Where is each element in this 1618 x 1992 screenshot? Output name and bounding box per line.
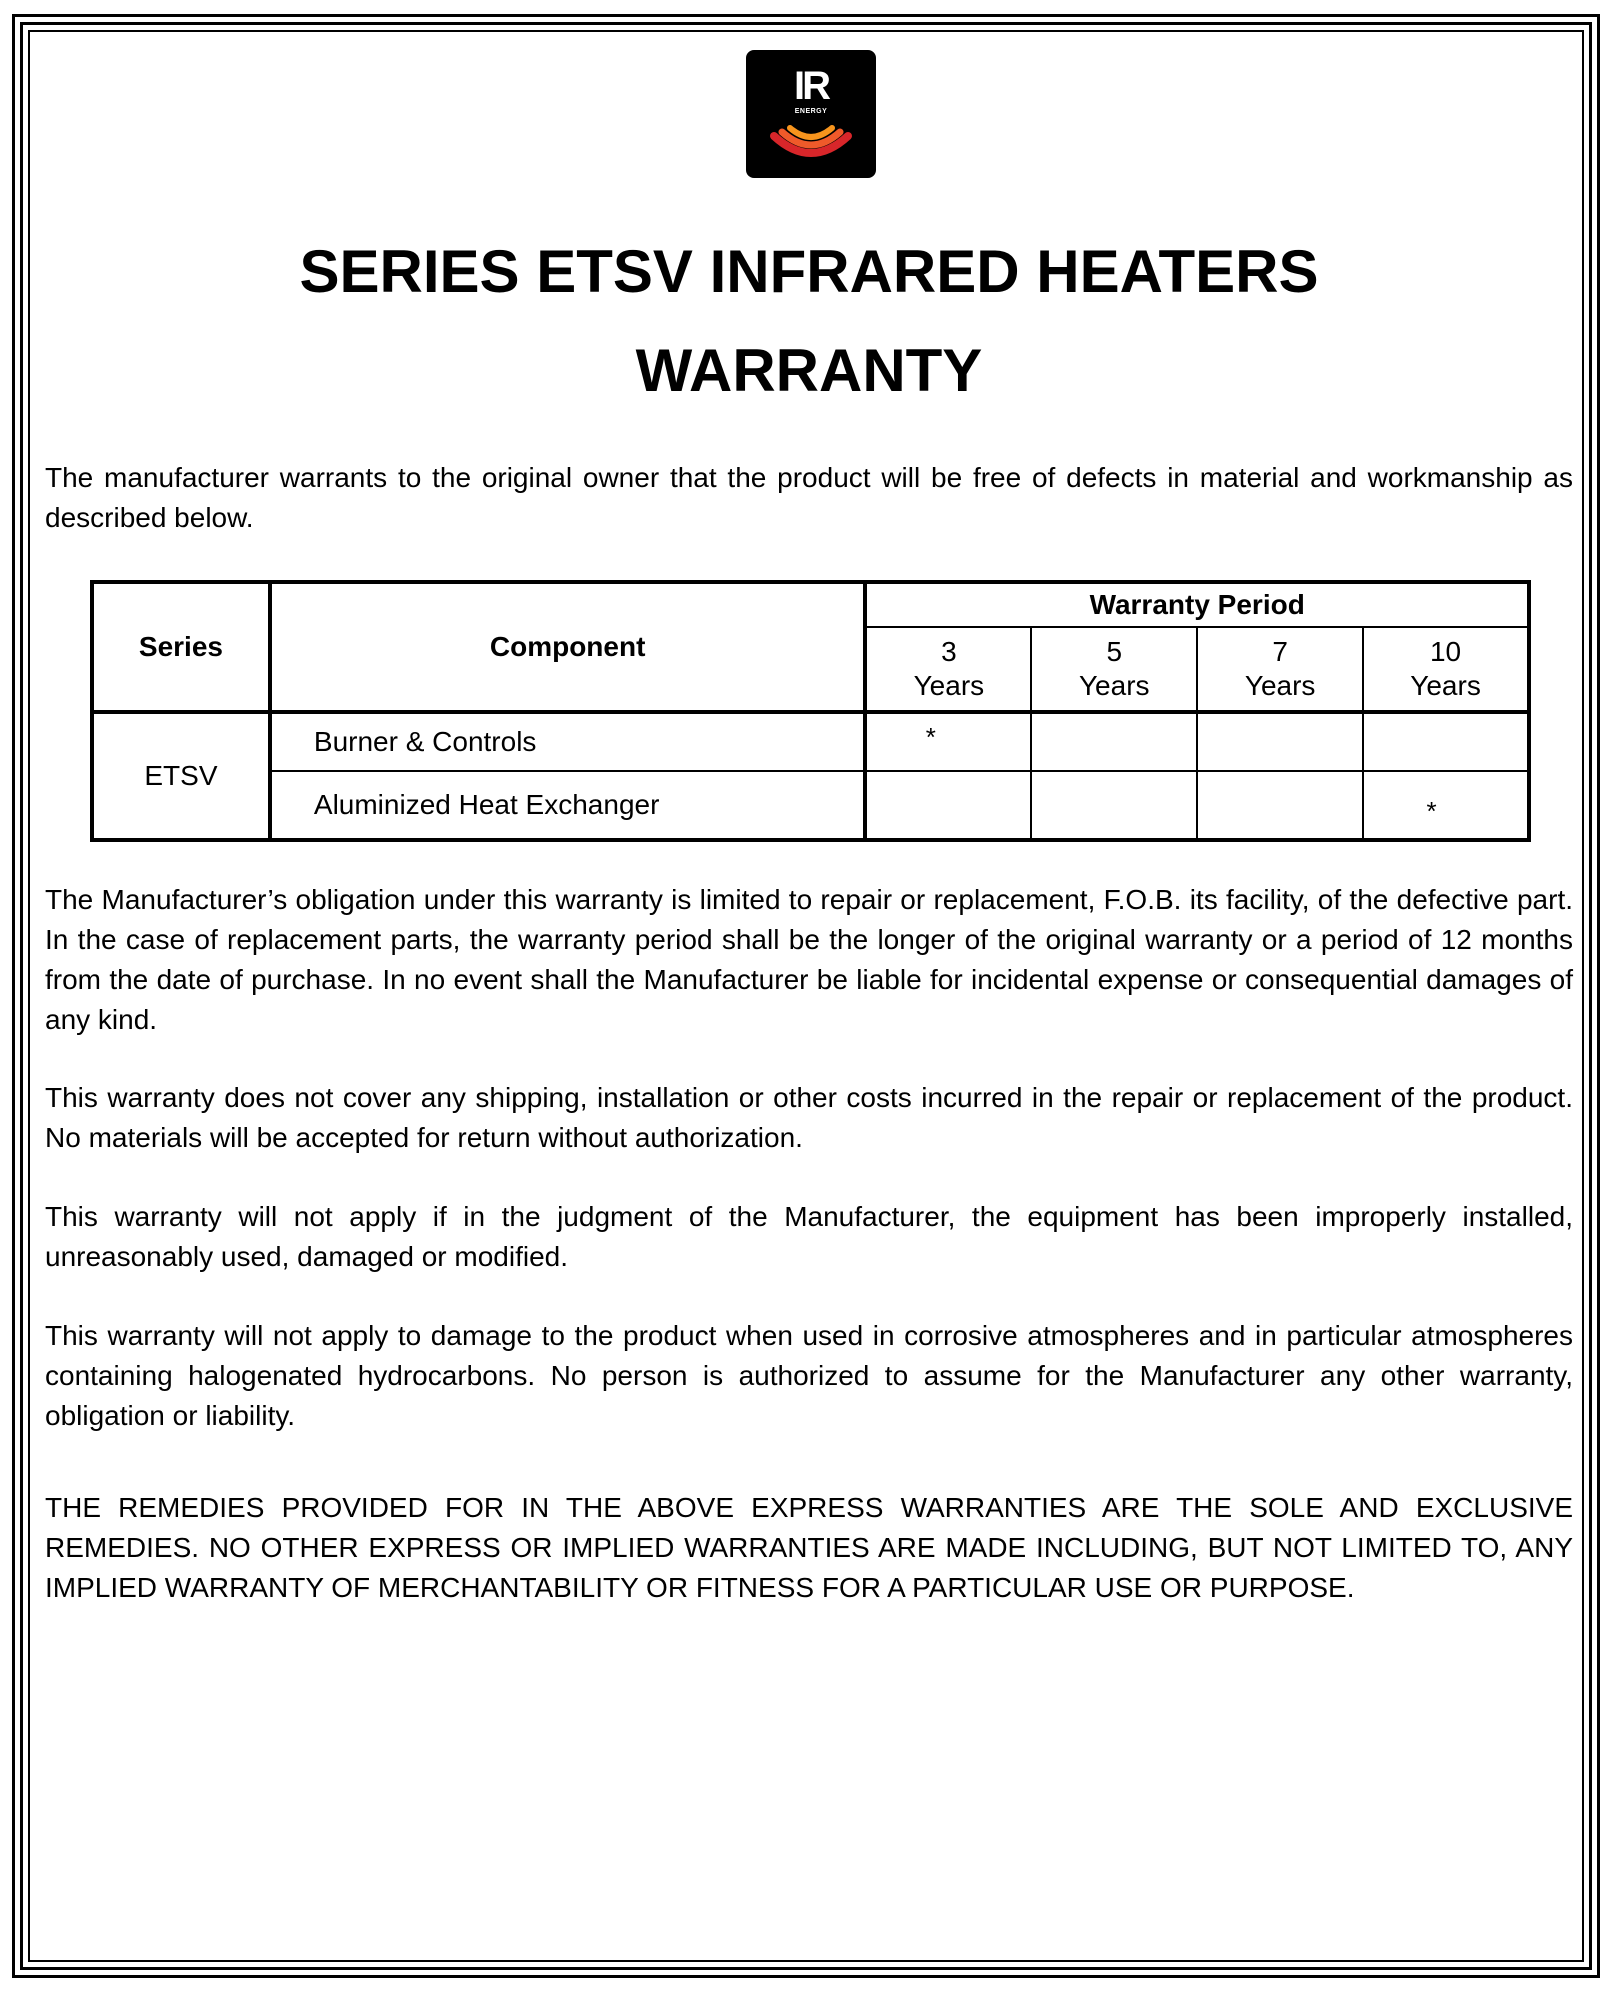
component-cell: Aluminized Heat Exchanger (270, 771, 866, 840)
period-unit: Years (1410, 670, 1481, 701)
component-cell: Burner & Controls (270, 712, 866, 771)
warranty-mark-cell (1031, 771, 1197, 840)
period-unit: Years (1244, 670, 1316, 701)
warranty-mark-cell (1363, 771, 1529, 840)
table-row (92, 712, 1529, 771)
page-subtitle: WARRANTY (635, 337, 983, 404)
corrosion-paragraph: This warranty will not apply to damage to the product when used in corrosive atmospheres and in particular atmospheres containing halogenated hydrocarbons. No person is authorized to assume for the Manufacturer any other warranty, obligation or liability. (45, 1320, 1573, 1431)
logo-subtext: ENERGY (794, 108, 828, 115)
warranty-mark: * (925, 722, 936, 752)
header-warranty-period: Warranty Period (865, 582, 1529, 627)
period-number: 5 (1106, 636, 1123, 667)
warranty-mark-cell (1197, 712, 1363, 771)
warranty-mark-cell (865, 712, 1031, 771)
period-unit: Years (1078, 670, 1150, 701)
judgment-paragraph: This warranty will not apply if in the judgment of the Manufacturer, the equipment has been improperly installed, unreasonably used, damaged or modified. (45, 1201, 1573, 1272)
period-number: 3 (941, 636, 957, 667)
series-cell: ETSV (92, 712, 270, 840)
period-number: 10 (1429, 636, 1462, 667)
header-period-3-years (865, 627, 1031, 712)
page-title: SERIES ETSV INFRARED HEATERS (299, 238, 1319, 305)
warranty-mark-cell (1363, 712, 1529, 771)
header-component: Component (270, 582, 866, 712)
intro-paragraph: The manufacturer warrants to the original owner that the product will be free of defects in material and workmanship as described below. (45, 462, 1573, 533)
period-number: 7 (1272, 636, 1288, 667)
warranty-mark-cell (865, 771, 1031, 840)
warranty-table (90, 580, 1531, 842)
warranty-mark-cell (1031, 712, 1197, 771)
obligation-paragraph: The Manufacturer’s obligation under this warranty is limited to repair or replacement, F.O.B. its facility, of the defective part. In the case of replacement parts, the warranty period shall be the longer of the original warranty or a period of 12 months from the date of purchase. In no event shall the Manufacturer be liable for incidental expense or consequential damages of any kind. (45, 884, 1573, 1035)
table-row (92, 771, 1529, 840)
logo-letters: IR (794, 64, 828, 108)
remedies-paragraph: THE REMEDIES PROVIDED FOR IN THE ABOVE EXPRESS WARRANTIES ARE THE SOLE AND EXCLUSIVE REMEDIES. NO OTHER EXPRESS OR IMPLIED WARRANTIES ARE MADE INCLUDING, BUT NOT LIMITED TO, ANY IMPLIED WARRANTY OF MERCHANTABILITY OR FITNESS FOR A PARTICULAR USE OR PURPOSE. (45, 1492, 1573, 1603)
header-period-10-years (1363, 627, 1529, 712)
ir-energy-logo (746, 50, 876, 178)
shipping-paragraph: This warranty does not cover any shipping, installation or other costs incurred in the repair or replacement of the product. No materials will be accepted for return without authorization. (45, 1082, 1573, 1153)
header-series: Series (92, 582, 270, 712)
warranty-mark: * (1426, 795, 1437, 826)
warranty-mark-cell (1197, 771, 1363, 840)
period-unit: Years (913, 670, 985, 701)
header-period-7-years (1197, 627, 1363, 712)
header-period-5-years (1031, 627, 1197, 712)
